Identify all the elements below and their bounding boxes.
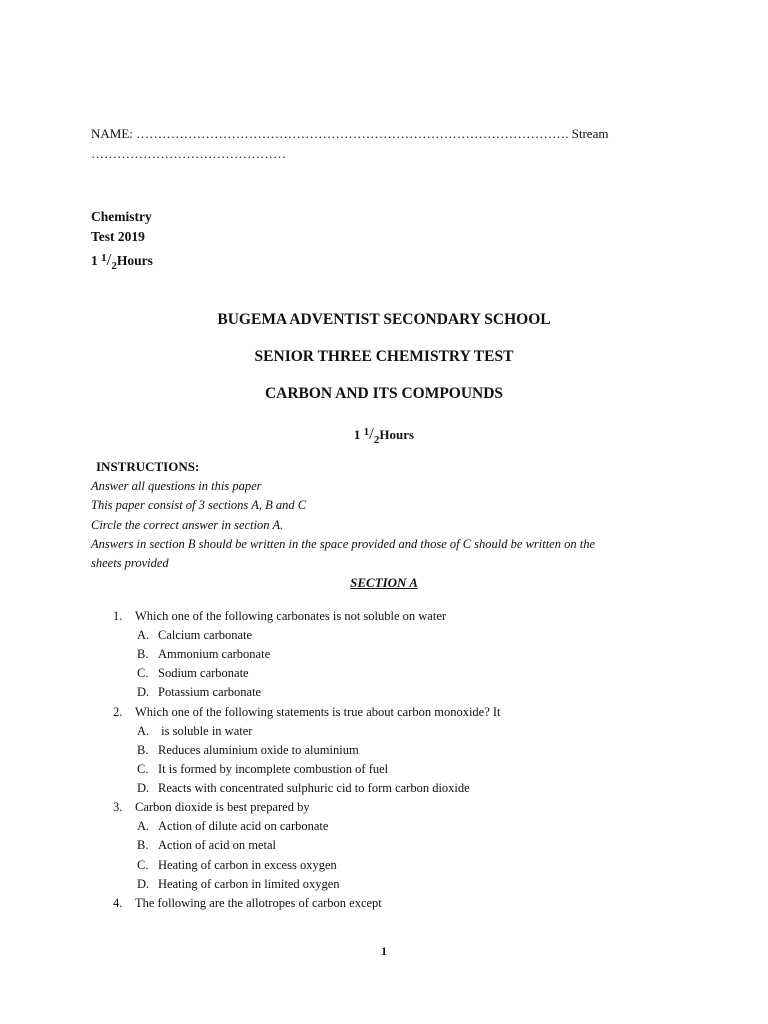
question-text: Carbon dioxide is best prepared by — [135, 800, 310, 814]
stream-dots-line: ……………………………………… — [91, 146, 286, 161]
question-1-option-d[interactable] — [137, 683, 261, 701]
question-number: 2. — [113, 705, 123, 719]
duration-center-fraction: 1 $^1/_2Hours$ — [353, 424, 415, 446]
option-letter: A. — [137, 628, 150, 642]
instruction-line: This paper consist of 3 sections A, B and C — [91, 498, 307, 512]
question-3-option-d[interactable] — [137, 875, 340, 893]
test-title: SENIOR THREE CHEMISTRY TEST — [254, 348, 514, 365]
page-number: 1 — [381, 944, 387, 958]
duration-center-numerator: 1 — [363, 426, 370, 438]
name-line: NAME: ………………………………………………………………………………………. Stream — [91, 126, 609, 141]
option-letter: B. — [137, 647, 149, 661]
question-text: Which one of the following carbonates is not soluble on water — [135, 609, 447, 623]
option-text: Action of acid on metal — [158, 838, 277, 852]
question-1-option-b[interactable] — [137, 645, 270, 663]
option-letter: D. — [137, 877, 150, 891]
question-text: Which one of the following statements is true about carbon monoxide? It — [135, 705, 501, 719]
instruction-line: sheets provided — [91, 556, 169, 570]
option-text: Potassium carbonate — [158, 685, 262, 699]
question-3 — [113, 798, 310, 816]
question-number: 4. — [113, 896, 123, 910]
question-2-option-b[interactable] — [137, 741, 359, 759]
question-1 — [113, 607, 446, 625]
question-1-option-a[interactable] — [137, 626, 252, 644]
option-letter: A. — [137, 724, 150, 738]
question-4 — [113, 894, 382, 912]
question-3-option-a[interactable] — [137, 817, 328, 835]
test-year-label: Test 2019 — [91, 229, 145, 244]
option-letter: D. — [137, 685, 150, 699]
question-1-option-c[interactable] — [137, 664, 249, 682]
option-text: Heating of carbon in excess oxygen — [158, 858, 337, 872]
option-text: Sodium carbonate — [158, 666, 249, 680]
duration-numerator: 1 — [101, 252, 107, 264]
option-text: is soluble in water — [158, 724, 253, 738]
section-a-heading: SECTION A — [350, 575, 418, 590]
option-text: Calcium carbonate — [158, 628, 253, 642]
instructions-heading: INSTRUCTIONS: — [96, 459, 200, 474]
option-letter: C. — [137, 858, 149, 872]
option-letter: D. — [137, 781, 150, 795]
option-text: Action of dilute acid on carbonate — [158, 819, 329, 833]
option-text: Reduces aluminium oxide to aluminium — [158, 743, 359, 757]
topic-title: CARBON AND ITS COMPOUNDS — [264, 385, 504, 402]
option-text: Heating of carbon in limited oxygen — [158, 877, 340, 891]
question-3-option-b[interactable] — [137, 836, 276, 854]
option-letter: C. — [137, 762, 149, 776]
duration-fraction: 1 $^1/_2Hours$ — [91, 250, 153, 272]
option-text: It is formed by incomplete combustion of fuel — [158, 762, 389, 776]
question-2-option-c[interactable] — [137, 760, 388, 778]
duration-denominator: 2 — [111, 260, 117, 272]
question-2 — [113, 703, 501, 721]
duration-center — [0, 423, 768, 449]
instruction-line: Answers in section B should be written in the space provided and those of C should be written on the — [91, 537, 596, 551]
duration-center-whole: 1 — [353, 427, 361, 442]
option-text: Ammonium carbonate — [158, 647, 271, 661]
question-text: The following are the allotropes of carbon except — [135, 896, 382, 910]
duration-whole: 1 — [91, 253, 98, 268]
question-number: 3. — [113, 800, 123, 814]
question-2-option-a[interactable] — [137, 722, 252, 740]
option-text: Reacts with concentrated sulphuric cid to form carbon dioxide — [158, 781, 470, 795]
question-number: 1. — [113, 609, 123, 623]
duration-unit: Hours — [116, 253, 153, 268]
instruction-line: Circle the correct answer in section A. — [91, 518, 284, 532]
option-letter: A. — [137, 819, 150, 833]
school-name-title: BUGEMA ADVENTIST SECONDARY SCHOOL — [217, 311, 551, 328]
duration-label — [91, 249, 153, 275]
question-3-option-c[interactable] — [137, 856, 337, 874]
option-letter: B. — [137, 743, 149, 757]
question-2-option-d[interactable] — [137, 779, 470, 797]
subject-label: Chemistry — [91, 209, 152, 224]
duration-center-denominator: 2 — [373, 434, 380, 446]
option-letter: C. — [137, 666, 149, 680]
option-letter: B. — [137, 838, 149, 852]
instruction-line: Answer all questions in this paper — [91, 479, 262, 493]
duration-center-unit: Hours — [379, 427, 415, 442]
